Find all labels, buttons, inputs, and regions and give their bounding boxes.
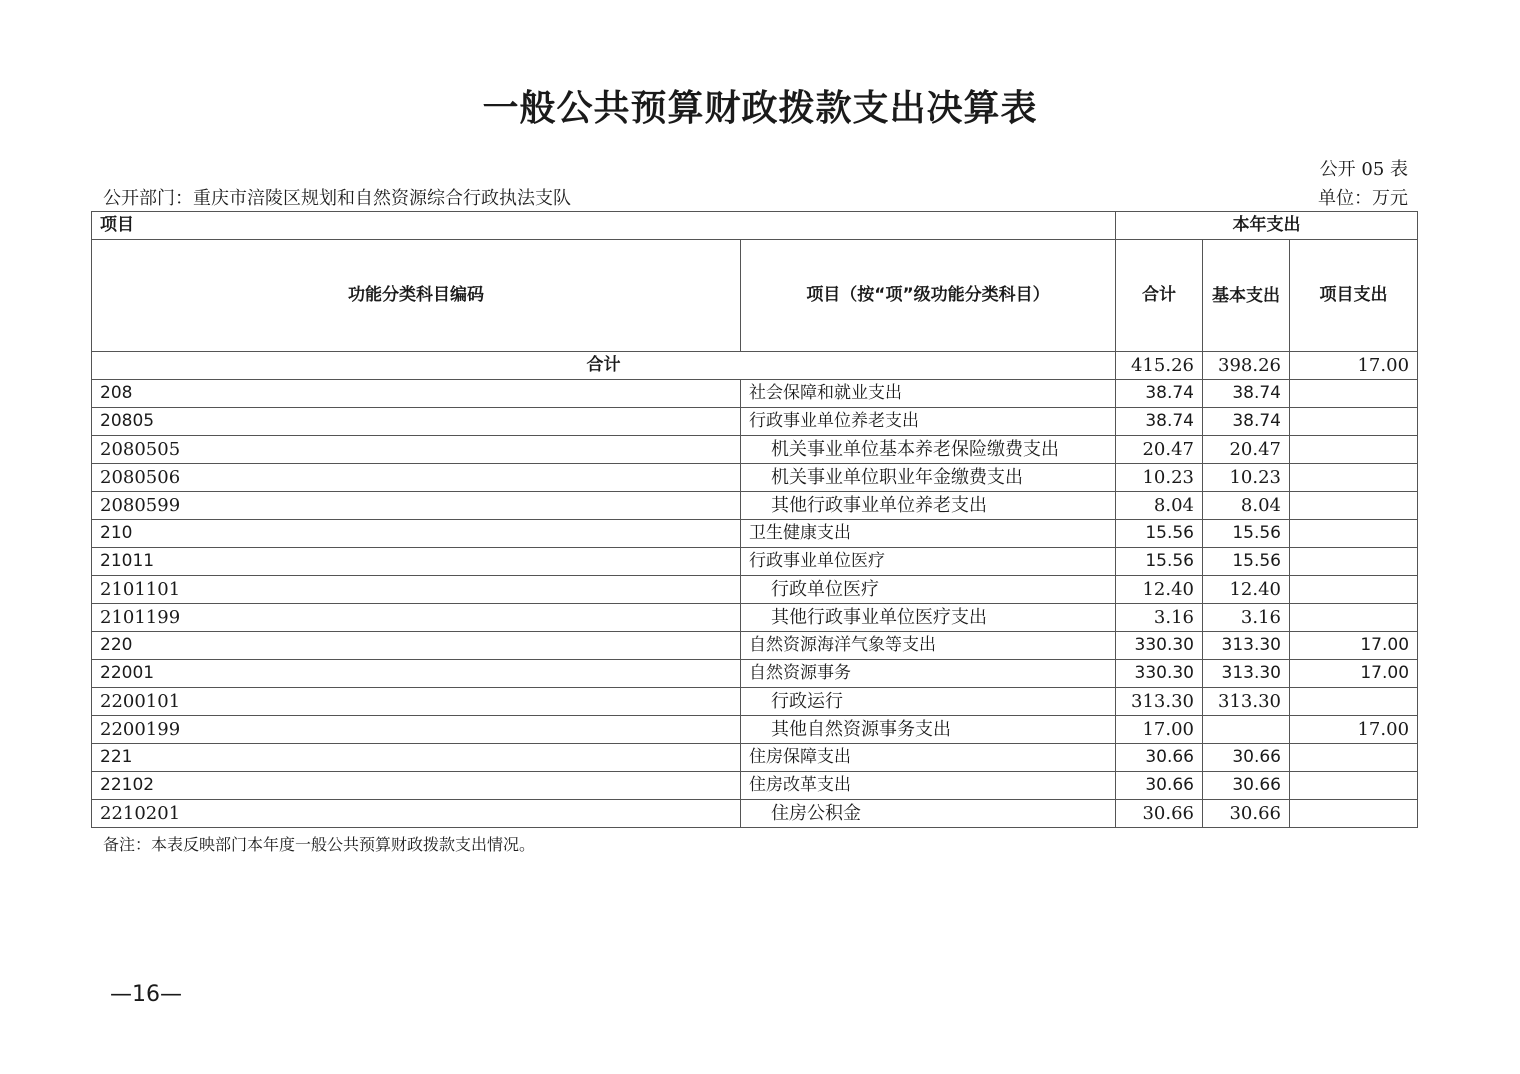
- total-basic: 398.26: [1203, 352, 1290, 380]
- row-name: 其他行政事业单位医疗支出: [741, 604, 1116, 632]
- total-total: 415.26: [1116, 352, 1203, 380]
- row-total: 20.47: [1116, 436, 1203, 464]
- row-project: [1290, 492, 1418, 520]
- row-basic: 3.16: [1203, 604, 1290, 632]
- row-total: 15.56: [1116, 548, 1203, 576]
- table-row: [92, 576, 1418, 604]
- table-row: [92, 716, 1418, 744]
- row-total: 30.66: [1116, 744, 1203, 772]
- row-total: 30.66: [1116, 800, 1203, 828]
- row-basic: 10.23: [1203, 464, 1290, 492]
- row-basic: 20.47: [1203, 436, 1290, 464]
- row-basic: [1203, 716, 1290, 744]
- row-basic: 15.56: [1203, 548, 1290, 576]
- row-code: 2080506: [92, 464, 741, 492]
- row-name: 行政单位医疗: [741, 576, 1116, 604]
- row-name: 卫生健康支出: [741, 520, 1116, 548]
- form-number: 公开 05 表: [1319, 159, 1408, 180]
- row-code: 2080599: [92, 492, 741, 520]
- row-total: 8.04: [1116, 492, 1203, 520]
- row-project: [1290, 408, 1418, 436]
- row-code: 20805: [92, 408, 741, 436]
- row-basic: 8.04: [1203, 492, 1290, 520]
- row-basic: 30.66: [1203, 800, 1290, 828]
- row-basic: 30.66: [1203, 744, 1290, 772]
- row-name: 社会保障和就业支出: [741, 380, 1116, 408]
- table-row: [92, 632, 1418, 660]
- row-basic: 12.40: [1203, 576, 1290, 604]
- row-project: [1290, 520, 1418, 548]
- table-row: [92, 800, 1418, 828]
- row-code: 2101199: [92, 604, 741, 632]
- page-title: 一般公共预算财政拨款支出决算表: [482, 88, 1038, 129]
- header-project-expense: 项目支出: [1290, 240, 1418, 352]
- row-name: 机关事业单位职业年金缴费支出: [741, 464, 1116, 492]
- total-row: [92, 352, 1418, 380]
- row-basic: 38.74: [1203, 380, 1290, 408]
- row-project: [1290, 688, 1418, 716]
- row-project: 17.00: [1290, 716, 1418, 744]
- row-code: 220: [92, 632, 741, 660]
- row-project: [1290, 800, 1418, 828]
- row-project: [1290, 772, 1418, 800]
- row-total: 10.23: [1116, 464, 1203, 492]
- department-label: 公开部门：重庆市涪陵区规划和自然资源综合行政执法支队: [103, 188, 571, 209]
- row-code: 22001: [92, 660, 741, 688]
- table-row: [92, 436, 1418, 464]
- row-name: 住房保障支出: [741, 744, 1116, 772]
- row-name: 住房公积金: [741, 800, 1116, 828]
- row-name: 行政运行: [741, 688, 1116, 716]
- table-row: [92, 408, 1418, 436]
- row-code: 2200101: [92, 688, 741, 716]
- row-total: 17.00: [1116, 716, 1203, 744]
- row-total: 313.30: [1116, 688, 1203, 716]
- row-code: 21011: [92, 548, 741, 576]
- footnote: 备注：本表反映部门本年度一般公共预算财政拨款支出情况。: [103, 835, 536, 854]
- row-code: 2101101: [92, 576, 741, 604]
- budget-table: [91, 211, 1418, 828]
- row-name: 行政事业单位医疗: [741, 548, 1116, 576]
- unit-label: 单位：万元: [1318, 188, 1408, 209]
- row-basic: 313.30: [1203, 660, 1290, 688]
- row-name: 其他自然资源事务支出: [741, 716, 1116, 744]
- row-code: 2080505: [92, 436, 741, 464]
- row-project: [1290, 380, 1418, 408]
- table-row: [92, 548, 1418, 576]
- row-project: 17.00: [1290, 660, 1418, 688]
- table-row: [92, 520, 1418, 548]
- table-row: [92, 492, 1418, 520]
- table-row: [92, 660, 1418, 688]
- row-code: 2200199: [92, 716, 741, 744]
- row-name: 自然资源海洋气象等支出: [741, 632, 1116, 660]
- row-basic: 38.74: [1203, 408, 1290, 436]
- row-basic: 313.30: [1203, 632, 1290, 660]
- table-row: [92, 604, 1418, 632]
- header-total: 合计: [1116, 240, 1203, 352]
- page-number: —16—: [110, 982, 182, 1007]
- row-name: 行政事业单位养老支出: [741, 408, 1116, 436]
- total-label: 合计: [92, 352, 1116, 380]
- header-current-year: 本年支出: [1116, 212, 1418, 240]
- table-row: [92, 744, 1418, 772]
- header-project: 项目: [92, 212, 1116, 240]
- row-project: [1290, 464, 1418, 492]
- header-code: 功能分类科目编码: [92, 240, 741, 352]
- row-basic: 313.30: [1203, 688, 1290, 716]
- row-code: 221: [92, 744, 741, 772]
- row-total: 330.30: [1116, 632, 1203, 660]
- row-project: [1290, 548, 1418, 576]
- header-item: 项目（按“项”级功能分类科目）: [741, 240, 1116, 352]
- table-row: [92, 688, 1418, 716]
- row-total: 12.40: [1116, 576, 1203, 604]
- row-project: [1290, 604, 1418, 632]
- row-code: 22102: [92, 772, 741, 800]
- row-total: 15.56: [1116, 520, 1203, 548]
- row-basic: 30.66: [1203, 772, 1290, 800]
- row-total: 30.66: [1116, 772, 1203, 800]
- row-name: 住房改革支出: [741, 772, 1116, 800]
- row-project: 17.00: [1290, 632, 1418, 660]
- row-code: 2210201: [92, 800, 741, 828]
- header-basic: 基本支出: [1203, 240, 1290, 352]
- row-name: 其他行政事业单位养老支出: [741, 492, 1116, 520]
- row-total: 38.74: [1116, 408, 1203, 436]
- row-total: 3.16: [1116, 604, 1203, 632]
- row-code: 208: [92, 380, 741, 408]
- table-row: [92, 772, 1418, 800]
- row-name: 自然资源事务: [741, 660, 1116, 688]
- row-total: 38.74: [1116, 380, 1203, 408]
- row-basic: 15.56: [1203, 520, 1290, 548]
- row-name: 机关事业单位基本养老保险缴费支出: [741, 436, 1116, 464]
- row-project: [1290, 744, 1418, 772]
- total-project: 17.00: [1290, 352, 1418, 380]
- row-project: [1290, 576, 1418, 604]
- table-row: [92, 380, 1418, 408]
- table-row: [92, 464, 1418, 492]
- row-code: 210: [92, 520, 741, 548]
- row-total: 330.30: [1116, 660, 1203, 688]
- row-project: [1290, 436, 1418, 464]
